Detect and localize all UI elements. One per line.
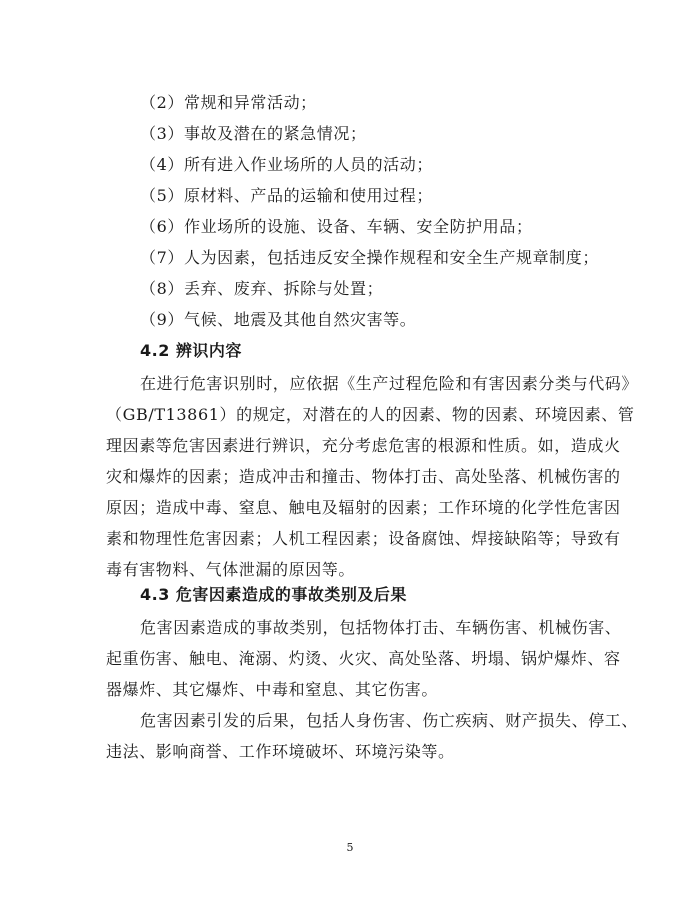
paragraph-line: 原因；造成中毒、窒息、触电及辐射的因素；工作环境的化学性危害因: [106, 498, 621, 517]
section-4-2-paragraph: [106, 368, 639, 585]
section-4-3-paragraph-2: [106, 705, 639, 767]
list-item: （8）丢弃、废弃、拆除与处置；: [140, 279, 384, 298]
hazard-source-list: [140, 87, 599, 335]
section-heading-4-2: 4.2 辨识内容: [140, 341, 242, 360]
section-4-3-paragraph-1: [106, 612, 622, 705]
list-item: （5）原材料、产品的运输和使用过程；: [140, 186, 433, 205]
paragraph-line: 素和物理性危害因素；人机工程因素；设备腐蚀、焊接缺陷等；导致有: [106, 529, 621, 548]
paragraph-line: 在进行危害识别时，应依据《生产过程危险和有害因素分类与代码》: [140, 374, 639, 393]
page-number: 5: [346, 841, 354, 854]
paragraph-line: 理因素等危害因素进行辨识，充分考虑危害的根源和性质。如，造成火: [106, 436, 621, 455]
list-item: （4）所有进入作业场所的人员的活动；: [140, 155, 433, 174]
list-item: （7）人为因素，包括违反安全操作规程和安全生产规章制度；: [140, 248, 599, 267]
paragraph-line: 灾和爆炸的因素；造成冲击和撞击、物体打击、高处坠落、机械伤害的: [106, 467, 621, 486]
paragraph-line: 毒有害物料、气体泄漏的原因等。: [106, 560, 356, 579]
paragraph-line: 器爆炸、其它爆炸、中毒和窒息、其它伤害。: [106, 680, 439, 699]
paragraph-line: 危害因素引发的后果，包括人身伤害、伤亡疾病、财产损失、停工、: [140, 711, 639, 730]
paragraph-line: （GB/T13861）的规定，对潜在的人的因素、物的因素、环境因素、管: [106, 405, 635, 424]
list-item: （6）作业场所的设施、设备、车辆、安全防护用品；: [140, 217, 533, 236]
paragraph-line: 违法、影响商誉、工作环境破坏、环境污染等。: [106, 742, 455, 761]
list-item: （9）气候、地震及其他自然灾害等。: [140, 310, 417, 329]
list-item: （2）常规和异常活动；: [140, 93, 317, 112]
list-item: （3）事故及潜在的紧急情况；: [140, 124, 367, 143]
paragraph-line: 危害因素造成的事故类别，包括物体打击、车辆伤害、机械伤害、: [140, 618, 622, 637]
paragraph-line: 起重伤害、触电、淹溺、灼烫、火灾、高处坠落、坍塌、锅炉爆炸、容: [106, 649, 621, 668]
section-heading-4-3: 4.3 危害因素造成的事故类别及后果: [140, 585, 407, 604]
